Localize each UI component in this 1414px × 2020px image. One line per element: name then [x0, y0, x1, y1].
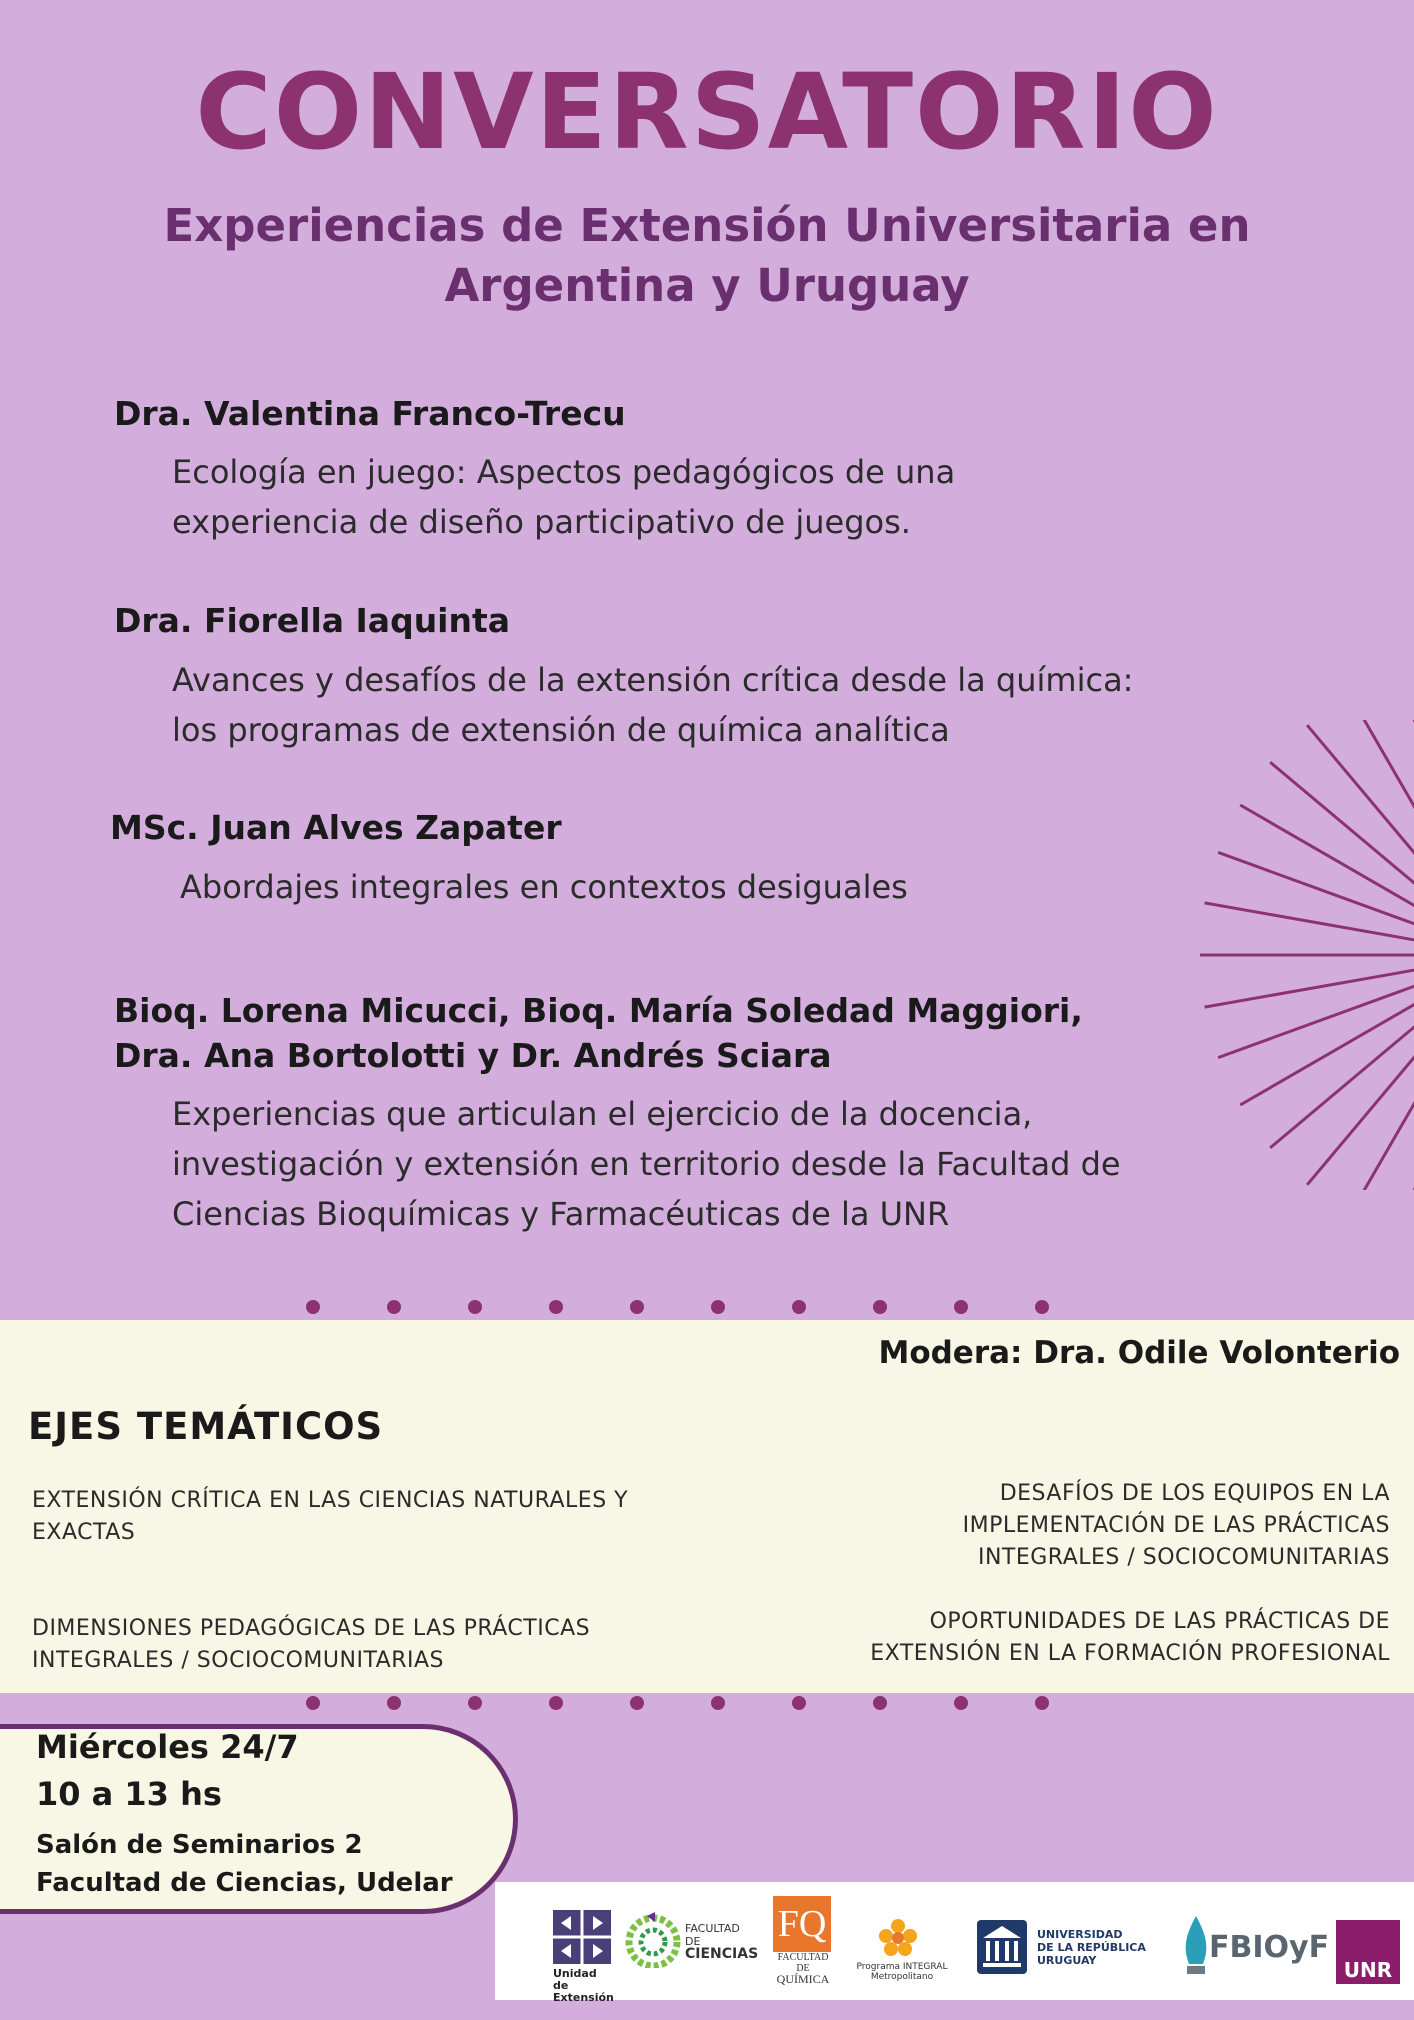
- divider-dot: [306, 1300, 320, 1314]
- quimica-label: [773, 1952, 833, 1985]
- event-date: Miércoles 24/7: [36, 1728, 299, 1766]
- divider-dot: [468, 1696, 482, 1710]
- extension-logo: [553, 1910, 613, 2004]
- divider-dot: [306, 1696, 320, 1710]
- divider-dot: [954, 1696, 968, 1710]
- talk-line: Ecología en juego: Aspectos pedagógicos de una: [172, 453, 956, 491]
- speaker-name: MSc. Juan Alves Zapater: [110, 808, 562, 847]
- sunburst-ray: [1350, 1024, 1414, 1190]
- sunburst-ray: [1205, 969, 1414, 1007]
- sunburst-ray: [1350, 720, 1414, 886]
- pim-logo: [847, 1918, 957, 1982]
- topic-line: EXTENSIÓN CRÍTICA EN LAS CIENCIAS NATURALES Y: [32, 1488, 629, 1513]
- talk-title: [172, 447, 955, 547]
- event-venue: Facultad de Ciencias, Udelar: [36, 1868, 453, 1898]
- udelar-logo: [977, 1920, 1147, 1976]
- pim-flower-icon: [875, 1918, 921, 1958]
- logo-text: DE LA REPÚBLICA: [1037, 1941, 1146, 1954]
- event-place: Salón de Seminarios 2: [36, 1830, 363, 1860]
- topic-line: OPORTUNIDADES DE LAS PRÁCTICAS DE: [929, 1609, 1390, 1634]
- logo-text: URUGUAY: [1037, 1954, 1097, 1967]
- topic-item: [32, 1613, 590, 1677]
- fbioyf-drop-icon: [1181, 1914, 1211, 1978]
- sunburst-ray: [1205, 903, 1414, 941]
- talk-line: los programas de extensión de química analítica: [172, 711, 950, 749]
- divider-dot: [387, 1696, 401, 1710]
- divider-dot: [549, 1300, 563, 1314]
- divider-dot: [792, 1696, 806, 1710]
- talk-line: Avances y desafíos de la extensión crítica desde la química:: [172, 661, 1134, 699]
- speaker-name: Dra. Fiorella Iaquinta: [114, 601, 511, 640]
- subtitle-line: Experiencias de Extensión Universitaria en: [163, 199, 1251, 252]
- moderator: Modera: Dra. Odile Volonterio: [878, 1335, 1400, 1371]
- talk-title: [172, 1089, 1121, 1239]
- topic-line: DIMENSIONES PEDAGÓGICAS DE LAS PRÁCTICAS: [32, 1616, 591, 1641]
- divider-dot: [1035, 1300, 1049, 1314]
- topics-heading: EJES TEMÁTICOS: [28, 1405, 384, 1448]
- logo-text: UNIVERSIDAD: [1037, 1928, 1123, 1941]
- logo-text: CIENCIAS: [685, 1946, 759, 1962]
- fbioyf-label: FBIOyF: [1209, 1930, 1330, 1965]
- divider-dot: [468, 1300, 482, 1314]
- topic-item: [32, 1485, 628, 1549]
- extension-arrows-icon: [553, 1910, 611, 1964]
- talk-line: Abordajes integrales en contextos desiguales: [180, 868, 908, 906]
- sunburst-ray: [1270, 762, 1414, 903]
- logo-text: QUÍMICA: [776, 1972, 830, 1986]
- logo-text: FACULTAD DE: [777, 1952, 829, 1974]
- talk-line: Ciencias Bioquímicas y Farmacéuticas de la UNR: [172, 1195, 950, 1233]
- topic-line: INTEGRALES / SOCIOCOMUNITARIAS: [32, 1648, 445, 1673]
- topic-line: EXTENSIÓN EN LA FORMACIÓN PROFESIONAL: [870, 1641, 1390, 1666]
- subtitle-line: Argentina y Uruguay: [444, 259, 970, 312]
- topic-item: [963, 1478, 1390, 1574]
- talk-title: [172, 655, 1133, 755]
- divider-dot: [711, 1300, 725, 1314]
- divider-dot: [387, 1300, 401, 1314]
- quimica-letters: FQ: [773, 1896, 831, 1952]
- talk-line: investigación y extensión en territorio desde la Facultad de: [172, 1145, 1121, 1183]
- fbioyf-logo: [1181, 1914, 1330, 1978]
- speaker-name-line: Dra. Ana Bortolotti y Dr. Andrés Sciara: [114, 1036, 832, 1075]
- topic-line: DESAFÍOS DE LOS EQUIPOS EN LA: [999, 1481, 1390, 1506]
- logo-text: Extensión: [553, 1991, 614, 2004]
- page-subtitle: [60, 196, 1354, 316]
- divider-dot: [954, 1300, 968, 1314]
- logo-text: Unidad de: [553, 1967, 597, 1992]
- topic-line: INTEGRALES / SOCIOCOMUNITARIAS: [977, 1545, 1390, 1570]
- talk-line: Experiencias que articulan el ejercicio de la docencia,: [172, 1095, 1033, 1133]
- topic-line: IMPLEMENTACIÓN DE LAS PRÁCTICAS: [962, 1513, 1390, 1538]
- udelar-building-icon: [977, 1920, 1027, 1974]
- quimica-logo: [773, 1896, 833, 1985]
- divider-dot: [873, 1300, 887, 1314]
- speaker-names: [114, 988, 1083, 1078]
- topic-line: EXACTAS: [32, 1520, 136, 1545]
- divider-dot: [630, 1300, 644, 1314]
- page-title: CONVERSATORIO: [195, 51, 1219, 173]
- divider-dot: [1035, 1696, 1049, 1710]
- pim-label: Programa INTEGRAL Metropolitano: [856, 1962, 948, 1982]
- ciencias-spiral-icon: [625, 1912, 681, 1968]
- ciencias-logo: [625, 1912, 759, 1972]
- talk-title: [180, 862, 908, 912]
- divider-dot: [549, 1696, 563, 1710]
- sponsor-logos: [495, 1882, 1414, 2004]
- sunburst-ray: [1270, 1006, 1414, 1147]
- divider-dot: [630, 1696, 644, 1710]
- divider-dot: [873, 1696, 887, 1710]
- speaker-name: Dra. Valentina Franco-Trecu: [114, 394, 626, 433]
- topic-item: [870, 1606, 1390, 1670]
- unr-logo: UNR: [1336, 1920, 1400, 1984]
- speaker-name-line: Bioq. Lorena Micucci, Bioq. María Soledad Maggiori,: [114, 991, 1083, 1030]
- extension-label: [553, 1968, 613, 2004]
- sunburst-decoration: [1200, 720, 1414, 1190]
- ciencias-label: [685, 1922, 758, 1961]
- udelar-label: [1037, 1928, 1146, 1967]
- divider-dot: [711, 1696, 725, 1710]
- talk-line: experiencia de diseño participativo de juegos.: [172, 503, 911, 541]
- divider-dot: [792, 1300, 806, 1314]
- logo-text: FACULTAD DE: [685, 1922, 740, 1948]
- event-time: 10 a 13 hs: [36, 1775, 222, 1813]
